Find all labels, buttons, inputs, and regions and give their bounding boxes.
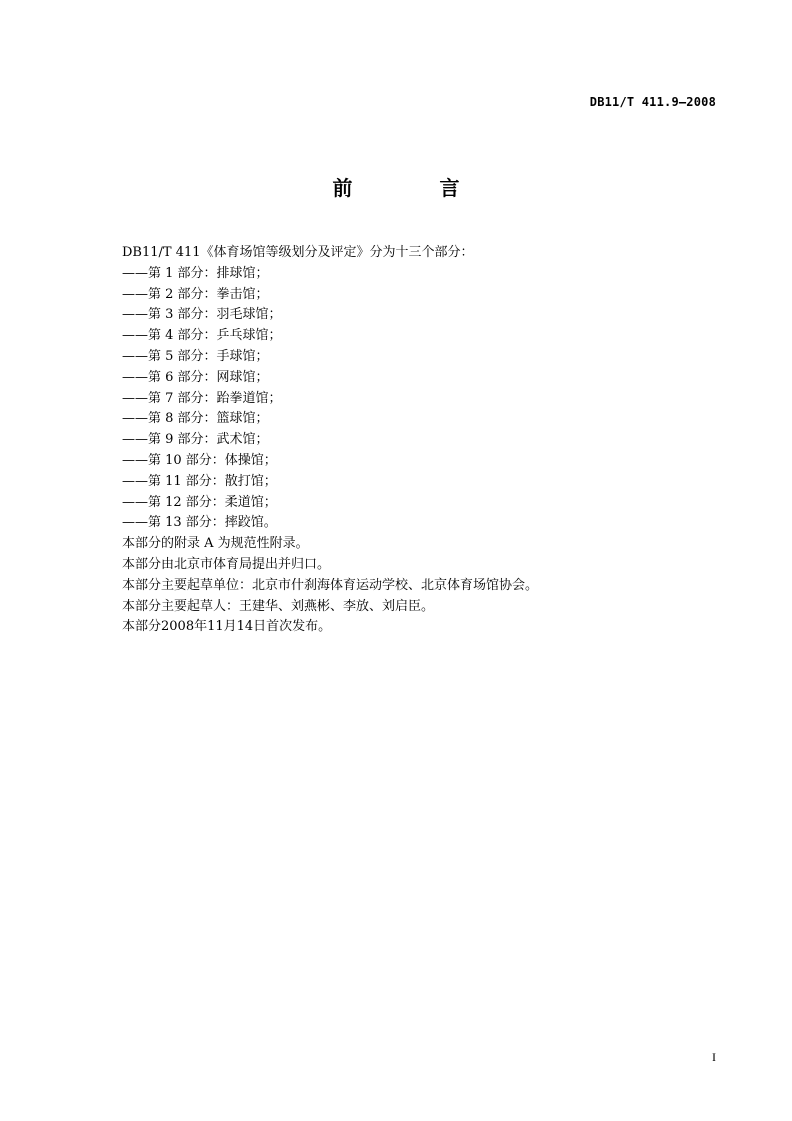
- part-item: ——第 3 部分：羽毛球馆；: [122, 307, 282, 323]
- page-number: I: [712, 1050, 716, 1064]
- part-item: ——第 8 部分：篮球馆；: [122, 411, 269, 427]
- part-item: ——第 13 部分：摔跤馆。: [122, 515, 277, 531]
- part-item: ——第 5 部分：手球馆；: [122, 348, 269, 364]
- part-item: ——第 4 部分：乒乓球馆；: [122, 328, 282, 344]
- part-item: ——第 6 部分：网球馆；: [122, 369, 269, 385]
- foreword-body: [122, 243, 722, 638]
- part-item: ——第 2 部分：拳击馆；: [122, 286, 269, 302]
- note-line: 本部分的附录 A 为规范性附录。: [122, 536, 309, 552]
- note-line: 本部分主要起草人：王建华、刘燕彬、李放、刘启臣。: [122, 598, 435, 614]
- note-line: 本部分由北京市体育局提出并归口。: [122, 556, 331, 572]
- part-item: ——第 11 部分：散打馆；: [122, 473, 277, 489]
- note-line: 本部分主要起草单位：北京市什刹海体育运动学校、北京体育场馆协会。: [122, 577, 539, 593]
- note-line: 本部分2008年11月14日首次发布。: [122, 619, 332, 635]
- part-item: ——第 9 部分：武术馆；: [122, 432, 269, 448]
- standard-code: DB11/T 411.9—2008: [589, 95, 716, 109]
- part-item: ——第 7 部分：跆拳道馆；: [122, 390, 282, 406]
- part-item: ——第 10 部分：体操馆；: [122, 452, 277, 468]
- intro-line: DB11/T 411《体育场馆等级划分及评定》分为十三个部分：: [122, 245, 474, 260]
- part-item: ——第 1 部分：排球馆；: [122, 265, 269, 281]
- page-title: 前 言: [332, 176, 500, 200]
- part-item: ——第 12 部分：柔道馆；: [122, 494, 277, 510]
